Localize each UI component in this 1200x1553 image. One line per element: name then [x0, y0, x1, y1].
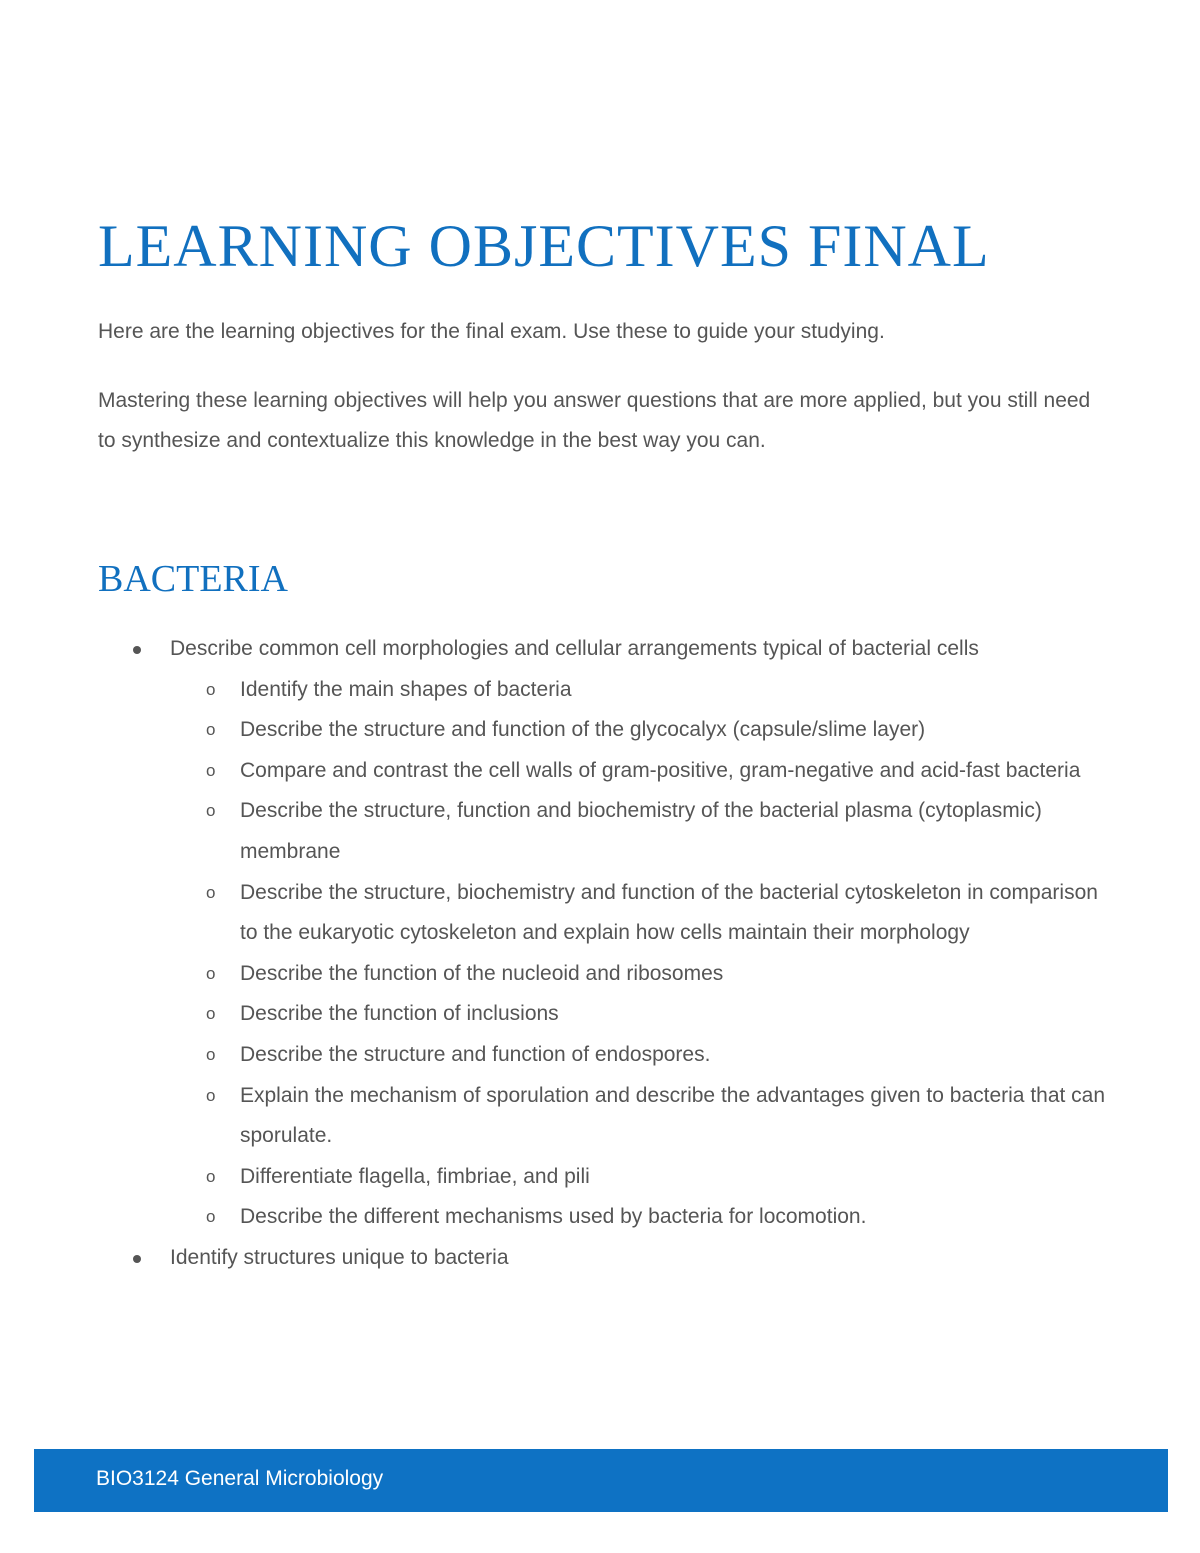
intro-paragraph-2: Mastering these learning objectives will help you answer questions that are more applied, but you still need to synthesize and contextualize this knowledge in the best way you can. — [98, 389, 1091, 452]
sub-objective-item — [170, 1076, 1108, 1157]
circle-bullet-icon: o — [206, 1166, 216, 1186]
footer-course-name: BIO3124 General Microbiology — [96, 1467, 384, 1490]
circle-bullet-icon: o — [206, 720, 216, 740]
sub-objective-item — [170, 751, 1108, 792]
bullet-icon — [133, 1255, 141, 1263]
circle-bullet-icon: o — [206, 760, 216, 780]
sub-objective-text: Describe the structure and function of endospores. — [240, 1042, 711, 1066]
circle-bullet-icon: o — [206, 1004, 216, 1024]
page-title: LEARNING OBJECTIVES FINAL — [98, 213, 990, 279]
sub-objective-item — [170, 710, 1108, 751]
objectives-list — [98, 629, 1108, 1279]
objective-item — [98, 629, 1108, 1238]
sub-objective-text: Differentiate flagella, fimbriae, and pili — [240, 1164, 590, 1188]
sub-objective-text: Describe the different mechanisms used by bacteria for locomotion. — [240, 1205, 867, 1229]
sub-objective-text: Compare and contrast the cell walls of gram-positive, gram-negative and acid-fast bacteria — [240, 758, 1081, 782]
sub-objective-text: Describe the function of the nucleoid and ribosomes — [240, 961, 724, 985]
sub-objective-item — [170, 954, 1108, 995]
sub-objective-text: Explain the mechanism of sporulation and describe the advantages given to bacteria that can sporulate. — [240, 1083, 1106, 1148]
sub-objective-item — [170, 873, 1108, 954]
circle-bullet-icon: o — [206, 801, 216, 821]
sub-objective-item — [170, 1157, 1108, 1198]
sub-objectives-list — [170, 670, 1108, 1238]
circle-bullet-icon: o — [206, 1044, 216, 1064]
circle-bullet-icon: o — [206, 1207, 216, 1227]
sub-objective-text: Describe the structure and function of the glycocalyx (capsule/slime layer) — [240, 718, 926, 742]
sub-objective-text: Describe the function of inclusions — [240, 1002, 559, 1026]
sub-objective-item — [170, 994, 1108, 1035]
sub-objective-item — [170, 1035, 1108, 1076]
sub-objective-item — [170, 670, 1108, 711]
objective-text: Identify structures unique to bacteria — [170, 1245, 509, 1269]
sub-objective-item — [170, 1197, 1108, 1238]
circle-bullet-icon: o — [206, 679, 216, 699]
objective-item — [98, 1238, 1108, 1279]
sub-objective-text: Identify the main shapes of bacteria — [240, 677, 572, 701]
sub-objective-text: Describe the structure, biochemistry and function of the bacterial cytoskeleton in comparison to the eukaryotic cytoskeleton and explain how cells maintain their morphology — [240, 880, 1098, 945]
sub-objective-text: Describe the structure, function and biochemistry of the bacterial plasma (cytoplasmic) membrane — [240, 799, 1042, 863]
objective-text: Describe common cell morphologies and cellular arrangements typical of bacterial cells — [170, 637, 979, 660]
bullet-icon — [133, 646, 141, 654]
circle-bullet-icon: o — [206, 1085, 216, 1105]
circle-bullet-icon: o — [206, 882, 216, 902]
footer-bar — [34, 1449, 1168, 1512]
circle-bullet-icon: o — [206, 963, 216, 983]
sub-objective-item — [170, 791, 1108, 872]
intro-paragraph-1: Here are the learning objectives for the final exam. Use these to guide your studying. — [98, 320, 885, 343]
section-heading-bacteria: BACTERIA — [98, 558, 288, 600]
